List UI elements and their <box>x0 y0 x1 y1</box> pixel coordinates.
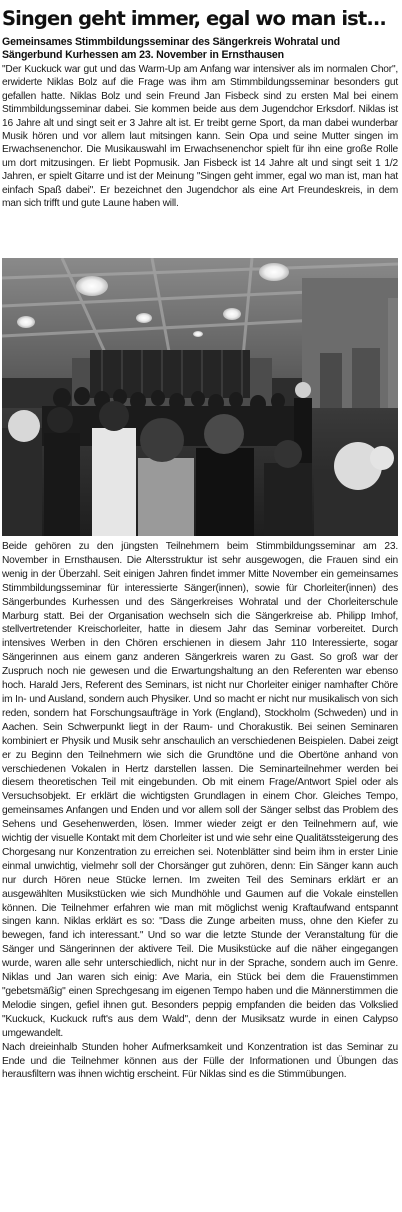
article-headline: Singen geht immer, egal wo man ist... <box>2 7 386 30</box>
body-paragraph: Beide gehören zu den jüngsten Teilnehmern beim Stimmbildungsseminar am 23. November in Ernsthausen. Die Altersstruktur ist sehr ausgewogen, die Frauen sind ein wenig in der Überzahl. Seit einigen Jahren findet immer Mitte November ein gemeinsames Stimmbildungsseminar für interessierte Sänger(innen), sowie für Chorleiter(innen) des Sängerbundes Kurhessen und des Sängerkreises Wohratal und der Chorleiterschule Marburg statt. Bei der Organisation wechseln sich die Sängerkreise ab. Philipp Imhof, stellvertretender Kreischorleiter, hatte in diesem Jahr das Seminar vorbereitet. Durch intensives Werben in den Chören erschienen in diesem Jahr 110 Interessierte, sogar Sängerinnen aus einem ganz anderen Sängerkreis waren zu Gast. So groß war der Zuspruch noch nie gewesen und die Erwartungshaltung an den Referenten war ebenso hoch. Harald Jers, Referent des Seminars, ist nicht nur Chorleiter einiger namhafter Chöre im In- und Ausland, sondern auch Physiker. Und so macht er nicht nur musikalisch von sich reden, sondern hat Forschungsaufträge in York (England), Stockholm (Schweden) und in Aachen. Sein Schwerpunkt liegt in der Raum- und Chorakustik. Bei seinen Seminaren kombiniert er Physik und Musik sehr anschaulich an verschiedenen Beispielen. Dabei zeigt er zu Beginn den Teilnehmern wie sich die Grundtöne und die Obertöne anhand von verschiedenen Vokalen in Hertz darstellen lassen. Die Seminarteilnehmer werden bei diesem theoretischen Teil mit eingebunden. Ob mit einem Frage/Antwort Spiel oder als Versuchsobjekt. Er erklärt die wichtigsten Grundlagen in einem Chor. Gleiches Tempo, gemeinsames Anfangen und Enden und vor allem soll der Sänger selbst das Problem des Sehens und Gesehenwerden, lösen. Immer wieder zeigt er den Teilnehmern auf, wie wichtig der visuelle Kontakt mit dem Chorleiter ist und wie sehr eine Qualitätssteigerung des Chorgesang nur Konzentration zu erreichen sei. Notenblätter sind beim ihm in erster Linie einmal unwichtig, vielmehr soll der Chorsänger gut zuhören, denn: Ein Sänger kann auch nur durch Hören neue Stücke lernen. Im zweiten Teil des Seminars erklärt er an ausgewählten Musikstücken wie sich Mundhöhle und Gaumen auf die Vokale einstellen können. Die Teilnehmer erfahren wie man mit möglichst wenig Kraftaufwand entspannt singen kann. Niklas erklärt es so: "Dass die Zunge arbeiten muss, ohne den Kiefer zu bewegen, fand ich interessant." Und so war die letzte Stunde der Veranstaltung für die Sänger und Sängerinnen der aktivere Teil. Die Musikstücke auf die näher eingegangen wurde, waren alle sehr unterschiedlich, nicht nur in der Sprache, sondern auch im Genre. Niklas und Jan waren sich einig: Ave Maria, ein Stück bei dem die Frauenstimmen "gebetsmäßig" einen Sprechgesang im eigenen Tempo haben und die Männerstimmen die Melodie singen, gefiel ihnen gut. Besonders peppig empfanden die beiden das Volkslied "Kuckuck, Kuckuck ruft's aus dem Wald", denn der Musiksatz wurde in einen Calypso umgewandelt. <box>2 541 398 1039</box>
article-body <box>2 540 398 1082</box>
closing-paragraph: Nach dreieinhalb Stunden hoher Aufmerksamkeit und Konzentration ist das Seminar zu Ende und die Teilnehmer können aus der Fülle der Informationen und Übungen das herausfiltern was ihnen wichtig erscheint. Für Niklas sind es die Stimmübungen. <box>2 1041 398 1081</box>
article-subheadline: Gemeinsames Stimmbildungsseminar des Sängerkreis Wohratal und Sängerbund Kurhessen am 23. November in Ernsthausen <box>2 36 341 61</box>
photo-illustration <box>2 258 398 536</box>
intro-paragraph: "Der Kuckuck war gut und das Warm-Up am Anfang war intensiver als im normalen Chor", erwiderte Niklas Bolz auf die Frage was ihm am Stimmbildungsseminar besonders gut gefallen hatte. Niklas Bolz und sein Freund Jan Fisbeck sind zu ersten Mal bei einem Stimmbildungsseminar dabei. Sie kommen beide aus dem Jugendchor Erksdorf. Niklas ist 16 Jahre alt und singt seit er 3 Jahre alt ist. Er treibt gerne Sport, da man dabei wunderbar Musik hören und vor allem laut mitsingen kann. Sein Opa und seine Mutter singen im Erwachsenenchor. Die Musikauswahl im Erwachsenenchor spielt für ihn eine große Rolle um dort mitzusingen. Er liebt Popmusik. Jan Fisbeck ist 14 Jahre alt und singt seit 1 1/2 Jahren, er spielt Gitarre und ist der Meinung "Singen geht immer, egal wo man ist, man hat einfach Spaß dabei". Er bezeichnet den Jugendchor als eine Art Freundeskreis, in dem man sich trifft und gute Laune haben will. <box>2 64 398 210</box>
article-intro <box>2 63 398 210</box>
choir-seminar-photo <box>2 258 398 536</box>
